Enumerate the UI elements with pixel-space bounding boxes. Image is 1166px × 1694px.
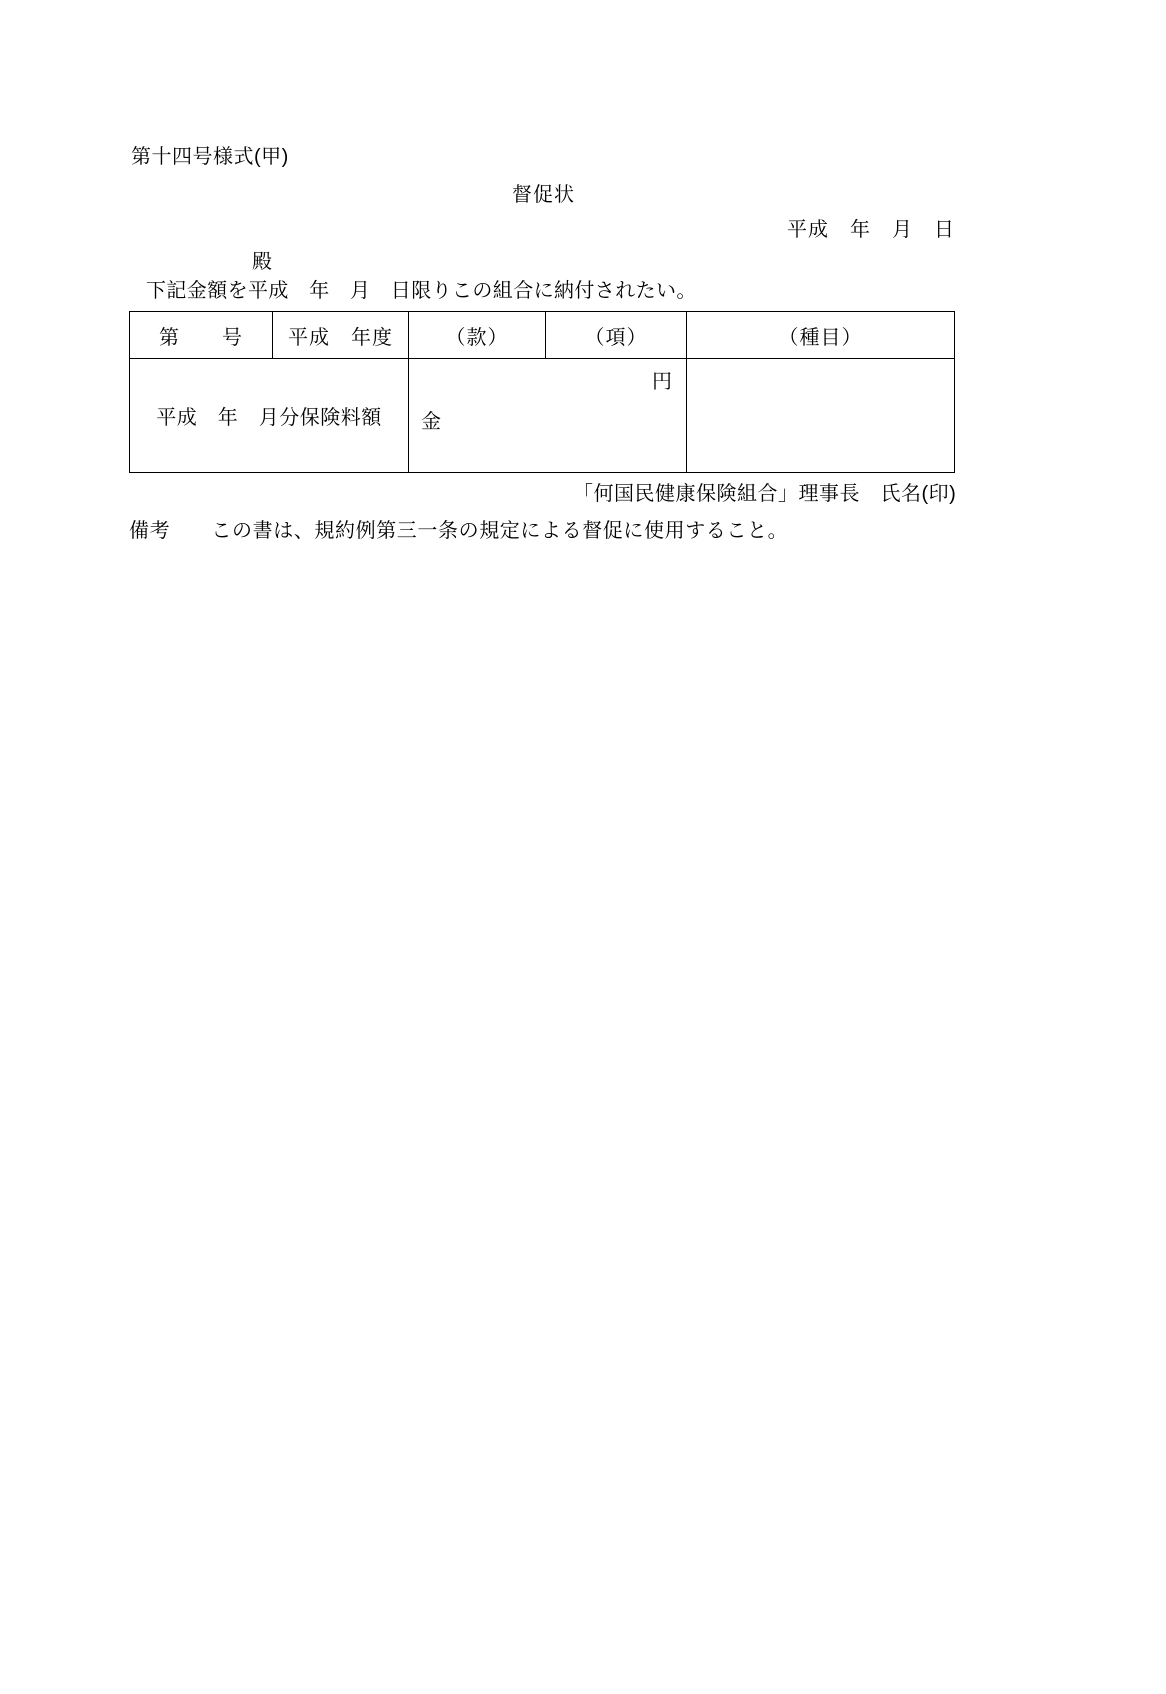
table-header-cell-kan: （款） — [409, 312, 546, 359]
form-number: 第十四号様式(甲) — [131, 146, 289, 168]
table-header-row — [130, 312, 955, 359]
page-title: 督促状 — [512, 184, 575, 206]
addressee-label: 殿 — [252, 251, 272, 273]
amount-entry-cell[interactable] — [409, 359, 687, 473]
table-row — [130, 359, 955, 473]
remarks-note: 備考 この書は、規約例第三一条の規定による督促に使用すること。 — [129, 520, 789, 542]
currency-unit: 円 — [652, 371, 672, 393]
body-instruction-line: 下記金額を平成 年 月 日限りこの組合に納付されたい。 — [146, 280, 697, 302]
table-header-cell-number: 第 号 — [130, 312, 273, 359]
table-header-cell-item: （種目） — [687, 312, 955, 359]
payment-table — [129, 311, 955, 473]
insurance-premium-label: 平成 年 月分保険料額 — [130, 359, 409, 473]
amount-prefix: 金 — [421, 411, 441, 433]
payment-table-container — [129, 311, 949, 473]
date-line: 平成 年 月 日 — [787, 219, 955, 241]
extra-entry-cell[interactable] — [687, 359, 955, 473]
table-header-cell-fiscal-year: 平成 年度 — [273, 312, 409, 359]
signature-line: 「何国民健康保険組合」理事長 氏名(印) — [573, 483, 957, 505]
table-header-cell-ko: （項） — [546, 312, 687, 359]
